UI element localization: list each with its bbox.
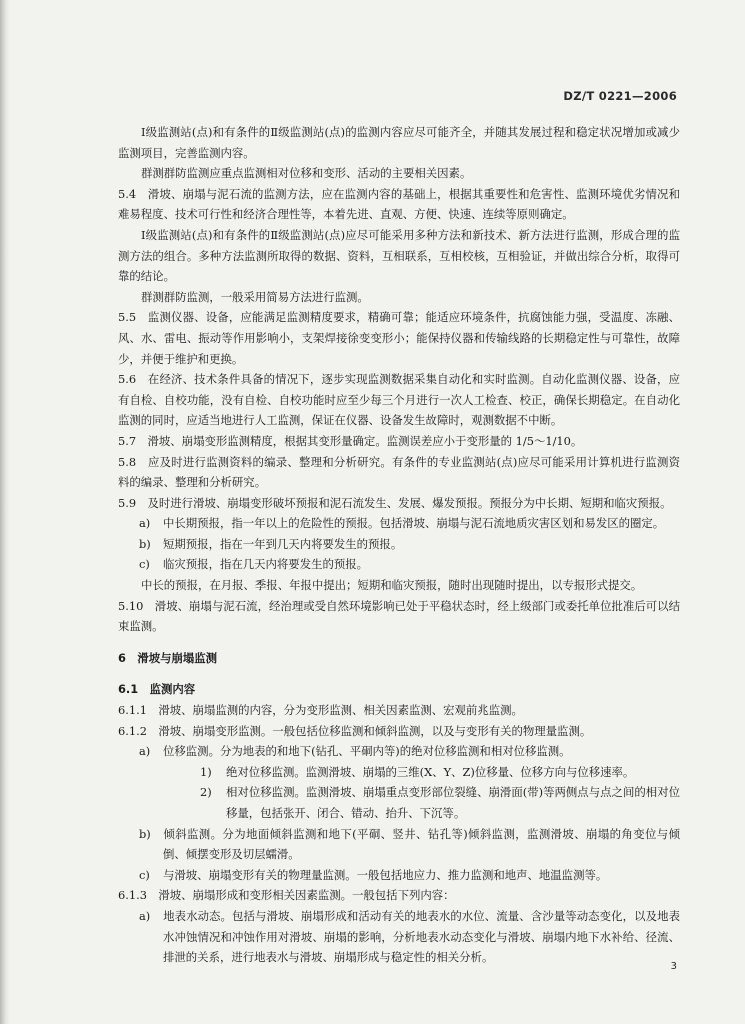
deformation-item [118, 824, 680, 865]
displacement-subitem [118, 782, 680, 823]
forecast-item [118, 534, 680, 555]
list-marker: c) [139, 557, 150, 572]
clause-6-1-3: 6.1.3 滑坡、崩塌形成和变形相关因素监测。一般包括下列内容： [118, 888, 455, 903]
clause-6-1-1: 6.1.1 滑坡、崩塌监测的内容，分为变形监测、相关因素监测、宏观前兆监测。 [118, 703, 523, 718]
list-item-text: 短期预报，指在一年到几天内将要发生的预报。 [163, 536, 403, 551]
paragraph-group-monitoring: 群测群防监测应重点监测相对位移和变形、活动的主要相关因素。 [141, 166, 472, 181]
list-marker: 2) [200, 785, 212, 800]
spacer [118, 668, 680, 679]
list-marker: a) [139, 908, 151, 923]
clause-5-9: 5.9 及时进行滑坡、崩塌变形破坏预报和泥石流发生、发展、爆发预报。预报分为中长期、短期和临灾预报。 [118, 495, 672, 510]
deformation-item [118, 865, 680, 886]
standard-code-header: DZ/T 0221—2006 [563, 89, 677, 103]
list-item-text: 位移监测。分为地表的和地下(钻孔、平硐内等)的绝对位移监测和相对位移监测。 [163, 744, 571, 759]
displacement-subitem [118, 762, 680, 783]
list-marker: b) [139, 536, 151, 551]
list-item-text: 绝对位移监测。监测滑坡、崩塌的三维(X、Y、Z)位移量、位移方向与位移速率。 [226, 764, 635, 779]
clause-5-10: 5.10 滑坡、崩塌与泥石流，经治理或受自然环境影响已处于平稳状态时，经上级部门或委托单位批准后可以结束监测。 [118, 598, 680, 634]
list-marker: a) [139, 516, 151, 531]
list-marker: c) [139, 867, 150, 882]
deformation-item [118, 741, 680, 762]
list-item-text: 与滑坡、崩塌变形有关的物理量监测。一般包括地应力、推力监测和地声、地温监测等。 [163, 867, 608, 882]
clause-5-8: 5.8 应及时进行监测资料的编录、整理和分析研究。有条件的专业监测站(点)应尽可能采用计算机进行监测资料的编录、整理和分析研究。 [118, 454, 680, 490]
list-marker: 1) [200, 764, 212, 779]
paragraph-level1-monitoring: Ⅰ级监测站(点)和有条件的Ⅱ级监测站(点)的监测内容应尽可能齐全，并随其发展过程和稳定状况增加或减少监测项目，完善监测内容。 [118, 125, 680, 160]
paragraph-forecast-note: 中长的预报，在月报、季报、年报中提出；短期和临灾预报，随时出现随时提出，以专报形式提交。 [141, 578, 643, 593]
spacer [118, 637, 680, 648]
list-marker: b) [139, 826, 151, 841]
clause-5-6: 5.6 在经济、技术条件具备的情况下，逐步实现监测数据采集自动化和实时监测。自动化监测仪器、设备，应有自检、自校功能，没有自检、自校功能时应至少每三个月进行一次人工检查、校正，确保长期稳定。在自动化监测的同时，应适当地进行人工监测，保证在仪器、设备发生故障时，观测数据不中断。 [118, 372, 680, 428]
paragraph-simple-methods: 群测群防监测，一般采用简易方法进行监测。 [141, 289, 369, 304]
factor-item [118, 906, 680, 968]
list-item-text: 临灾预报，指在几天内将要发生的预报。 [163, 557, 369, 572]
clause-5-4: 5.4 滑坡、崩塌与泥石流的监测方法，应在监测内容的基础上，根据其重要性和危害性、监测环境优劣情况和难易程度、技术可行性和经济合理性等，本着先进、直观、方便、快速、连续等原则确定。 [118, 186, 680, 222]
clause-6-1-2: 6.1.2 滑坡、崩塌变形监测。一般包括位移监测和倾斜监测，以及与变形有关的物理量监测。 [118, 723, 592, 738]
document-body [118, 122, 680, 968]
forecast-item [118, 513, 680, 534]
section-6-1-heading: 6.1 监测内容 [118, 682, 196, 697]
paragraph-method-combination: Ⅰ级监测站(点)和有条件的Ⅱ级监测站(点)应尽可能采用多种方法和新技术、新方法进行监测，形成合理的监测方法的组合。多种方法监测所取得的数据、资料，互相联系，互相校核，互相验证，并做出综合分析，取得可靠的结论。 [118, 227, 680, 284]
page-number: 3 [670, 961, 677, 972]
list-item-text: 相对位移监测。监测滑坡、崩塌重点变形部位裂缝、崩滑面(带)等两侧点与点之间的相对位移量，包括张开、闭合、错动、抬升、下沉等。 [226, 785, 680, 820]
list-item-text: 倾斜监测。分为地面倾斜监测和地下(平硐、竖井、钻孔等)倾斜监测，监测滑坡、崩塌的角变位与倾倒、倾摆变形及切层蠕滑。 [163, 826, 680, 862]
clause-5-7: 5.7 滑坡、崩塌变形监测精度，根据其变形量确定。监测误差应小于变形量的 1/5～1/10。 [118, 433, 583, 448]
list-item-text: 地表水动态。包括与滑坡、崩塌形成和活动有关的地表水的水位、流量、含沙量等动态变化，以及地表水冲蚀情况和冲蚀作用对滑坡、崩塌的影响，分析地表水动态变化与滑坡、崩塌内地下水补给、径流、排泄的关系，进行地表水与滑坡、崩塌形成与稳定性的相关分析。 [163, 908, 680, 965]
forecast-item [118, 554, 680, 575]
clause-5-5: 5.5 监测仪器、设备，应能满足监测精度要求，精确可靠；能适应环境条件，抗腐蚀能力强，受温度、冻融、风、水、雷电、振动等作用影响小，支架焊接徐变变形小；能保持仪器和传输线路的长期稳定性与可靠性，故障少，并便于维护和更换。 [118, 310, 680, 366]
list-marker: a) [139, 744, 151, 759]
list-item-text: 中长期预报，指一年以上的危险性的预报。包括滑坡、崩塌与泥石流地质灾害区划和易发区的圈定。 [163, 516, 665, 531]
section-6-heading: 6 滑坡与崩塌监测 [118, 650, 218, 665]
